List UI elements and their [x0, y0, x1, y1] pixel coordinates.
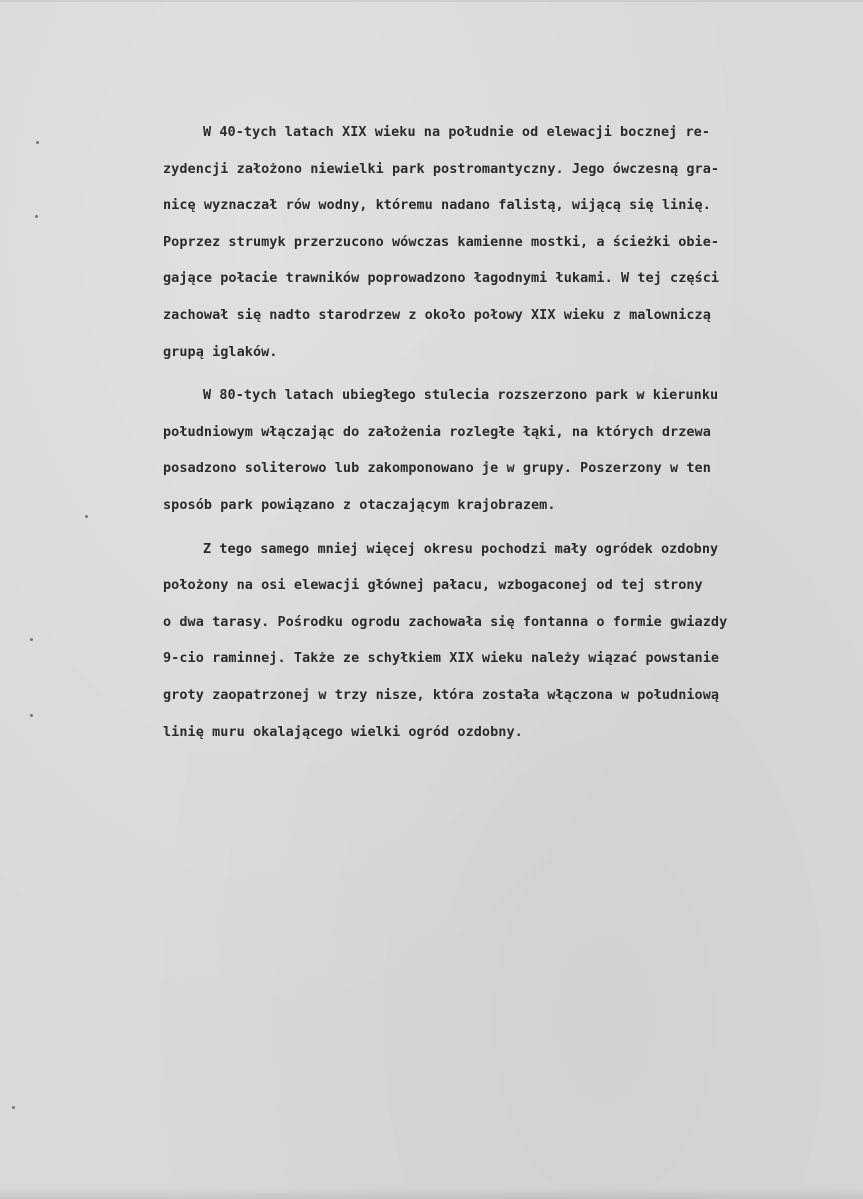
page-bottom-edge [0, 1187, 863, 1199]
typewritten-text [163, 120, 793, 763]
text-line: sposób park powiązano z otaczającym krajobrazem. [163, 496, 556, 513]
paragraph-1 [163, 120, 793, 376]
text-line: grupą iglaków. [163, 343, 278, 360]
text-line: o dwa tarasy. Pośrodku ogrodu zachowała się fontanna o formie gwiazdy [163, 613, 728, 630]
text-line: położony na osi elewacji głównej pałacu, wzbogaconej od tej strony [163, 577, 703, 594]
text-line: W 40-tych latach XIX wieku na południe od elewacji bocznej re- [203, 124, 711, 140]
text-line: Z tego samego mniej więcej okresu pochodzi mały ogródek ozdobny [203, 540, 719, 557]
text-line: gające połacie trawników poprowadzono łagodnymi łukami. W tej części [163, 270, 720, 287]
page-top-edge [0, 0, 863, 2]
hole-punch-mark [30, 714, 33, 717]
hole-punch-mark [36, 141, 39, 144]
hole-punch-mark [35, 215, 38, 218]
paragraph-2 [163, 383, 793, 529]
ink-speck [85, 515, 88, 518]
text-line: Poprzez strumyk przerzucono wówczas kamienne mostki, a ścieżki obie- [163, 233, 720, 250]
paragraph-3 [163, 537, 793, 757]
text-line: groty zaopatrzonej w trzy nisze, która została włączona w południową [163, 686, 720, 703]
text-line: W 80-tych latach ubiegłego stulecia rozszerzono park w kierunku [203, 387, 719, 404]
text-line: linię muru okalającego wielki ogród ozdobny. [163, 723, 523, 740]
text-line: południowym włączając do założenia rozległe łąki, na których drzewa [163, 423, 711, 440]
ink-speck [12, 1106, 15, 1109]
hole-punch-mark [30, 638, 33, 641]
text-line: posadzono soliterowo lub zakomponowano je w grupy. Poszerzony w ten [163, 460, 711, 477]
text-line: zydencji założono niewielki park postromantyczny. Jego ówczesną gra- [163, 160, 720, 177]
text-line: zachował się nadto starodrzew z około połowy XIX wieku z malowniczą [163, 306, 711, 323]
text-line: nicę wyznaczał rów wodny, któremu nadano falistą, wijącą się linię. [163, 197, 711, 214]
text-line: 9-cio raminnej. Także ze schyłkiem XIX wieku należy wiązać powstanie [163, 650, 720, 667]
